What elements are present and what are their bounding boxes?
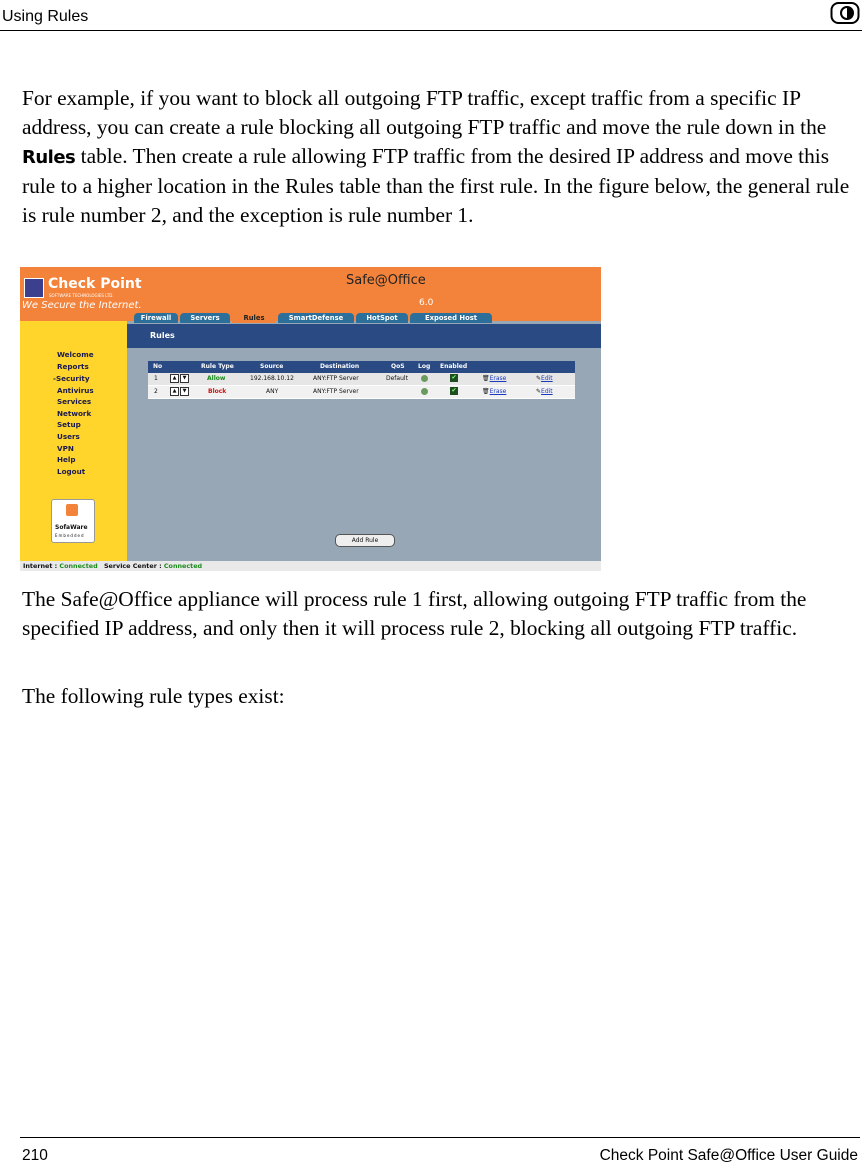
edit-link[interactable] <box>536 375 553 382</box>
erase-label: Erase <box>489 388 507 395</box>
rule-number: 2 <box>154 388 158 395</box>
rule-types-intro: The following rule types exist: <box>22 684 285 708</box>
sidebar-item-welcome[interactable]: Welcome <box>57 350 94 359</box>
sofaware-subtitle: Embedded <box>55 533 85 538</box>
table-header <box>148 361 575 373</box>
intro-text-start: For example, if you want to block all outgoing FTP traffic, except traffic from a specific IP address, you can create a rule blocking all outgoing FTP traffic and move the rule down in the <box>22 86 827 139</box>
service-center-label: Service Center : <box>103 562 164 570</box>
sofaware-logo <box>51 499 95 543</box>
pencil-icon: ✎ <box>536 388 542 395</box>
edit-link[interactable] <box>536 388 553 395</box>
sidebar-item-reports[interactable]: Reports <box>57 362 89 371</box>
rule-number: 1 <box>154 375 158 382</box>
tab-exposed-host[interactable]: Exposed Host <box>410 313 492 323</box>
erase-label: Erase <box>489 375 507 382</box>
service-center-value: Connected <box>163 562 203 570</box>
rule-qos: Default <box>386 375 408 382</box>
sidebar-item-users[interactable]: Users <box>57 432 80 441</box>
rule-source: 192.168.10.12 <box>250 375 294 382</box>
log-status-icon <box>421 388 428 397</box>
arrow-up-icon[interactable]: ▲ <box>170 374 179 383</box>
page-header <box>0 0 862 31</box>
rule-source: ANY <box>266 388 279 395</box>
brand-slogan: We Secure the Internet. <box>22 300 142 311</box>
erase-link[interactable] <box>482 388 506 395</box>
edit-label: Edit <box>541 375 553 382</box>
arrow-down-icon[interactable]: ▼ <box>180 387 189 396</box>
processing-paragraph: The Safe@Office appliance will process rule 1 first, allowing outgoing FTP traffic from the specified IP address, and only then it will process rule 2, blocking all outgoing FTP traffic. <box>22 587 807 640</box>
rules-table-name: Rules <box>22 147 76 168</box>
guide-title: Check Point Safe@Office User Guide <box>599 1147 858 1164</box>
rule-type: Block <box>208 388 227 395</box>
sidebar <box>20 321 127 561</box>
intro-paragraph <box>22 84 862 230</box>
brand-subtitle: SOFTWARE TECHNOLOGIES LTD. <box>49 293 114 298</box>
tab-hotspot[interactable]: HotSpot <box>356 313 408 323</box>
page-number: 210 <box>22 1147 48 1164</box>
arrow-down-icon[interactable]: ▼ <box>180 374 189 383</box>
trash-icon: 🗑 <box>482 388 490 395</box>
page-title: Rules <box>150 331 175 340</box>
rule-type: Allow <box>207 375 226 382</box>
sidebar-item-services[interactable]: Services <box>57 397 92 406</box>
erase-link[interactable] <box>482 375 506 382</box>
rules-page-screenshot <box>20 267 601 571</box>
enabled-checkbox[interactable]: ✔ <box>451 387 457 394</box>
sidebar-item-antivirus[interactable]: Antivirus <box>57 386 94 395</box>
trash-icon: 🗑 <box>482 375 490 382</box>
sidebar-item-setup[interactable]: Setup <box>57 420 81 429</box>
internet-status-label: Internet : <box>23 562 60 570</box>
pencil-icon: ✎ <box>536 375 542 382</box>
check-point-logo-icon <box>24 278 44 298</box>
col-destination: Destination <box>320 363 360 370</box>
col-qos: QoS <box>391 363 405 370</box>
brand-name: Check Point <box>48 276 142 292</box>
table-row <box>148 373 575 386</box>
arrow-up-icon[interactable]: ▲ <box>170 387 179 396</box>
tab-servers[interactable]: Servers <box>180 313 230 323</box>
col-rule-type: Rule Type <box>201 363 234 370</box>
product-version: 6.0 <box>419 298 434 308</box>
status-bar <box>20 561 601 571</box>
move-arrows <box>170 387 190 396</box>
rule-destination: ANY:FTP Server <box>313 388 359 395</box>
edit-label: Edit <box>541 388 553 395</box>
product-name: Safe@Office <box>346 273 426 288</box>
col-enabled: Enabled <box>440 363 468 370</box>
add-rule-button[interactable]: Add Rule <box>335 534 395 547</box>
tab-firewall[interactable]: Firewall <box>134 313 178 323</box>
log-status-icon <box>421 375 428 384</box>
internet-status-value: Connected <box>59 562 98 570</box>
rules-table <box>148 361 575 399</box>
sidebar-item-network[interactable]: Network <box>57 409 92 418</box>
tab-smartdefense[interactable]: SmartDefense <box>278 313 354 323</box>
table-row <box>148 386 575 399</box>
sofaware-emblem-icon <box>66 504 78 516</box>
header-title: Using Rules <box>2 8 89 25</box>
sofaware-name: SofaWare <box>55 524 88 531</box>
move-arrows <box>170 374 190 383</box>
page-title-band <box>127 324 601 348</box>
rule-destination: ANY:FTP Server <box>313 375 359 382</box>
intro-text-end: table. Then create a rule allowing FTP traffic from the desired IP address and move this rule to a higher location in the Rules table than the first rule. In the figure below, the general rule is rule number 2, and the exception is rule number 1. <box>22 144 850 227</box>
tab-rules[interactable]: Rules <box>232 313 276 323</box>
col-log: Log <box>418 363 431 370</box>
col-source: Source <box>260 363 284 370</box>
sidebar-item-logout[interactable]: Logout <box>57 467 86 476</box>
sidebar-item-security[interactable]: -Security <box>53 374 90 383</box>
safe-office-logo-icon <box>830 1 860 25</box>
enabled-checkbox[interactable]: ✔ <box>451 374 457 381</box>
sidebar-item-help[interactable]: Help <box>57 455 76 464</box>
page-footer <box>20 1137 860 1164</box>
sidebar-item-vpn[interactable]: VPN <box>57 444 74 453</box>
col-no: No <box>153 363 163 370</box>
